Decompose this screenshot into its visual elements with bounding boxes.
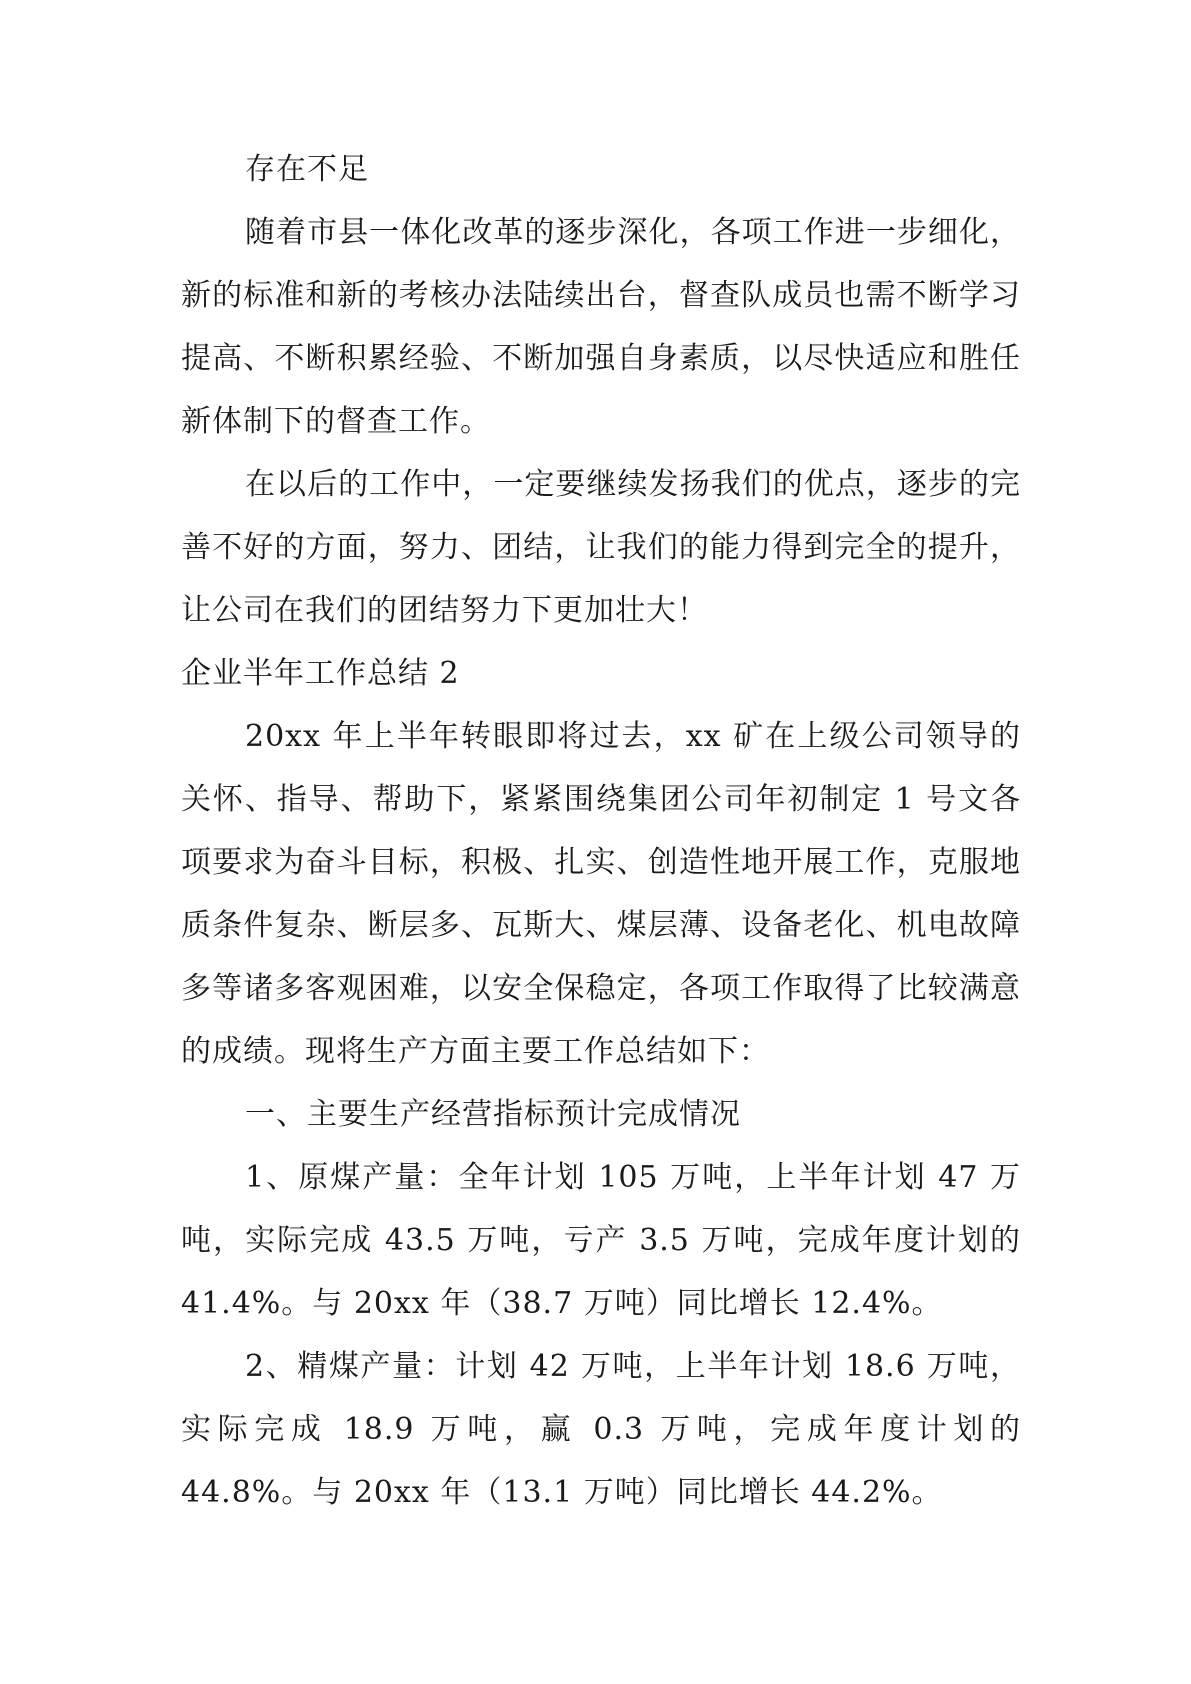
paragraph-raw-coal-output: 1、原煤产量：全年计划 105 万吨，上半年计划 47 万吨，实际完成 43.5 万吨，亏产 3.5 万吨，完成年度计划的 41.4%。与 20xx 年（38.7 万吨）同比增长 12.4%。 — [181, 1160, 1021, 1321]
paragraph-reform-challenges: 随着市县一体化改革的逐步深化，各项工作进一步细化，新的标准和新的考核办法陆续出台，督查队成员也需不断学习提高、不断积累经验、不断加强自身素质，以尽快适应和胜任新体制下的督查工作。 — [181, 215, 1021, 439]
section-heading-production-indicators: 一、主要生产经营指标预计完成情况 — [245, 1097, 741, 1132]
section-heading-shortcomings: 存在不足 — [245, 152, 369, 187]
paragraph-future-work: 在以后的工作中，一定要继续发扬我们的优点，逐步的完善不好的方面，努力、团结，让我们的能力得到完全的提升，让公司在我们的团结努力下更加壮大！ — [181, 467, 1021, 628]
paragraph-half-year-intro: 20xx 年上半年转眼即将过去，xx 矿在上级公司领导的关怀、指导、帮助下，紧紧围绕集团公司年初制定 1 号文各项要求为奋斗目标，积极、扎实、创造性地开展工作，克服地质条件复杂、断层多、瓦斯大、煤层薄、设备老化、机电故障多等诸多客观困难，以安全保稳定，各项工作取得了比较满意的成绩。现将生产方面主要工作总结如下： — [181, 719, 1021, 1069]
document-title-summary-2: 企业半年工作总结 2 — [181, 656, 460, 691]
paragraph-clean-coal-output: 2、精煤产量：计划 42 万吨，上半年计划 18.6 万吨，实际完成 18.9 万吨，赢 0.3 万吨，完成年度计划的 44.8%。与 20xx 年（13.1 万吨）同比增长 44.2%。 — [181, 1349, 1021, 1510]
document-body — [181, 138, 1021, 1524]
